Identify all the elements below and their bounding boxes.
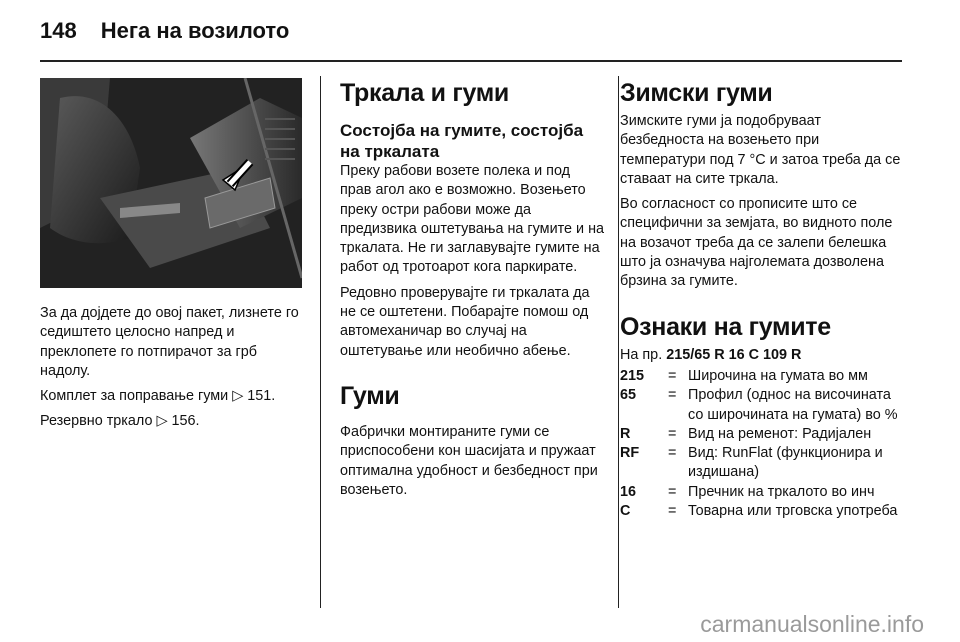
- designation-table: [620, 367, 905, 521]
- column-1: [40, 304, 305, 438]
- code-desc: Профил (однос на височината со широчината на гумата) во %: [688, 387, 898, 423]
- section-title-tyre-designations: Ознаки на гумите: [620, 312, 831, 341]
- column-3: [620, 78, 905, 521]
- code-key: C: [620, 503, 631, 520]
- code-desc: Вид: RunFlat (функционира и издишана): [688, 445, 883, 481]
- column-2: [340, 78, 605, 506]
- subsection-title-condition: Состојба на гумите, состојба на тркалата: [340, 121, 584, 161]
- winter-paragraph-1: Зимските гуми ја подобруваат безбедноста на возењето при температури под 7 °C и затоа треба да се ставаат на сите тркала.: [620, 113, 901, 187]
- spare-wheel-text: Резервно тркало: [40, 413, 153, 430]
- code-desc: Пречник на тркалото во инч: [688, 483, 875, 500]
- designation-example: [620, 346, 905, 365]
- car-seat-illustration: [40, 78, 302, 288]
- code-eq: =: [668, 503, 677, 520]
- code-key: R: [620, 425, 631, 442]
- table-row: [620, 483, 905, 502]
- header-rule: [40, 60, 902, 62]
- code-key: 65: [620, 387, 637, 404]
- spare-wheel-page-link[interactable]: 156.: [171, 413, 200, 430]
- code-eq: =: [668, 387, 677, 404]
- code-eq: =: [668, 425, 677, 442]
- section-title-wheels-tyres: Тркала и гуми: [340, 79, 510, 107]
- column-divider-2: [618, 76, 619, 608]
- watermark: carmanualsonline.info: [700, 611, 924, 637]
- table-row: [620, 425, 905, 444]
- code-desc: Широчина на гумата во мм: [688, 367, 868, 384]
- code-key: 215: [620, 367, 645, 384]
- code-eq: =: [668, 445, 677, 462]
- table-row: [620, 502, 905, 521]
- code-eq: =: [668, 483, 677, 500]
- winter-paragraph-2: Во согласност со прописите што се специфични за земјата, во видното поле на возачот треба да се залепи белешка што ја означува најголемата дозволена брзина за гумите.: [620, 196, 893, 290]
- example-code: 215/65 R 16 C 109 R: [666, 346, 802, 363]
- table-row: [620, 444, 905, 483]
- code-desc: Товарна или трговска употреба: [688, 503, 898, 520]
- condition-paragraph-1: Преку рабови возете полека и под прав агол ако е возможно. Возењето преку остри рабови може да предизвика оштетувања на гумите и на тркалата. Не ги заглавувајте гумите на работ од тротоарот кога паркирате.: [340, 163, 605, 276]
- code-eq: =: [668, 367, 677, 384]
- page-header: [40, 18, 289, 44]
- section-title-winter-tyres: Зимски гуми: [620, 79, 773, 107]
- code-desc: Вид на ременот: Радијален: [688, 425, 872, 442]
- repair-kit-page-link[interactable]: 151.: [247, 388, 276, 405]
- table-row: [620, 367, 905, 386]
- instruction-paragraph: За да дојдете до овој пакет, лизнете го седиштето целосно напред и преклопете го потпирачот за грб надолу.: [40, 305, 299, 379]
- section-title-tyres: Гуми: [340, 381, 400, 410]
- table-row: [620, 386, 905, 425]
- repair-kit-text: Комплет за поправање гуми: [40, 388, 229, 405]
- tyres-paragraph: Фабрички монтираните гуми се приспособени кон шасијата и пружаат оптимална удобност и безбедност при возењето.: [340, 423, 598, 498]
- page-title: Нега на возилото: [100, 18, 290, 43]
- column-divider-1: [320, 76, 321, 608]
- ref-arrow-icon: ▷: [232, 388, 244, 405]
- code-key: RF: [620, 445, 640, 462]
- page-number: 148: [40, 18, 77, 43]
- example-prefix: На пр.: [620, 346, 663, 363]
- ref-arrow-icon: ▷: [156, 413, 168, 430]
- condition-paragraph-2: Редовно проверувајте ги тркалата да не се оштетени. Побарајте помош од автомеханичар во случај на оштетување или необично абење.: [340, 284, 590, 359]
- code-key: 16: [620, 483, 637, 500]
- repair-kit-reference: [40, 387, 305, 406]
- car-seat-illustration-icon: [40, 78, 302, 288]
- spare-wheel-reference: [40, 412, 305, 431]
